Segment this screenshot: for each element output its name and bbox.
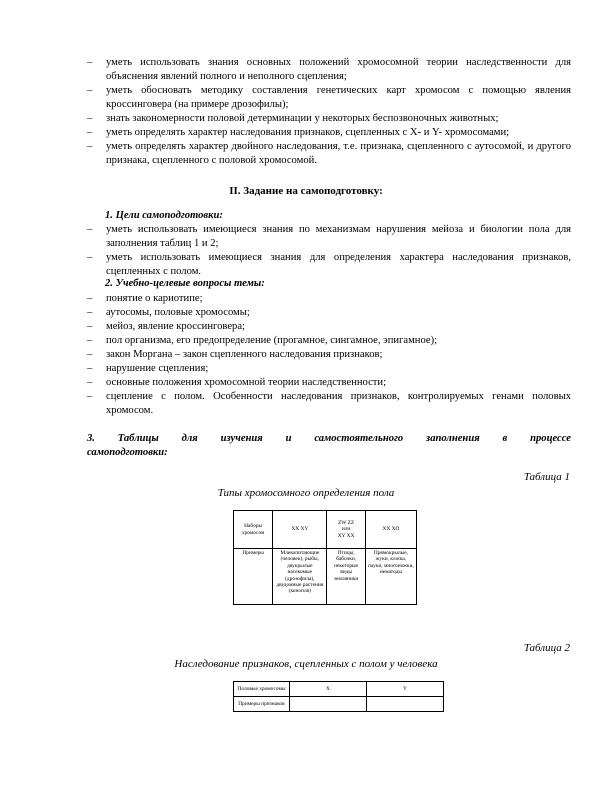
- table-row: [234, 511, 417, 549]
- subsection-title-line: самоподготовки:: [87, 446, 168, 458]
- list-item-text: основные положения хромосомной теории наследственности;: [106, 377, 387, 388]
- table-row: [234, 549, 417, 605]
- bullet-dash: –: [87, 377, 93, 388]
- chromosome-sex-table: [233, 510, 417, 605]
- list-item: [87, 84, 571, 111]
- list-item-text: мейоз, явление кроссинговера;: [106, 321, 245, 332]
- table-cell: Млекопитающие (человек), рыбы, двукрылые насекомые (дрозофила), двудомные растения (конопля): [273, 549, 327, 605]
- list-item: [87, 126, 571, 140]
- list-item-text: уметь использовать имеющиеся знания для определения характера наследования признаков, сцепленных с полом.: [106, 252, 571, 277]
- subsection-title-line: 3. Таблицы для изучения и самостоятельного заполнения в процессе: [87, 433, 571, 444]
- bullet-dash: –: [87, 252, 93, 263]
- list-item-text: нарушение сцепления;: [106, 363, 209, 374]
- table-label: Таблица 2: [523, 642, 570, 654]
- list-item-text: уметь использовать имеющиеся знания по механизмам нарушения мейоза и биологии пола для заполнения таблиц 1 и 2;: [106, 224, 571, 249]
- bullet-dash: –: [87, 363, 93, 374]
- list-item-text: уметь определять характер двойного наследования, т.е. признака, сцепленного с аутосомой, и другого признака, сцепленного с половой хромосомой.: [106, 141, 571, 166]
- table-cell: Наборы хромосом: [234, 511, 273, 549]
- list-item: [87, 362, 571, 376]
- table-cell: ZW ZZ или XY XX: [327, 511, 366, 549]
- table-label: Таблица 1: [523, 471, 570, 483]
- table-cell: [289, 697, 366, 712]
- list-item: [87, 292, 571, 306]
- subsection-title: 2. Учебно-целевые вопросы темы:: [105, 278, 265, 289]
- subsection-title: [87, 432, 571, 459]
- table-cell: [366, 697, 443, 712]
- bullet-dash: –: [87, 293, 93, 304]
- subsection-title: 1. Цели самоподготовки:: [105, 210, 223, 221]
- table-caption: Наследование признаков, сцепленных с полом у человека: [174, 658, 438, 670]
- list-item: [87, 390, 571, 417]
- list-item-text: уметь определять характер наследования признаков, сцепленных с X- и Y- хромосомами;: [106, 127, 510, 138]
- list-item: [87, 320, 571, 334]
- table-cell: X: [289, 682, 366, 697]
- list-item: [87, 334, 571, 348]
- table-cell: Примеры признаков: [234, 697, 290, 712]
- list-item: [87, 223, 571, 250]
- list-item: [87, 348, 571, 362]
- bullet-dash: –: [87, 127, 93, 138]
- list-item-text: закон Моргана – закон сцепленного наследования признаков;: [106, 349, 383, 360]
- table-cell: Y: [366, 682, 443, 697]
- bullet-dash: –: [87, 349, 93, 360]
- sex-linked-traits-table: [233, 681, 444, 712]
- list-item-text: понятие о кариотипе;: [106, 293, 203, 304]
- list-item-text: аутосомы, половые хромосомы;: [106, 307, 250, 318]
- list-item-text: сцепление с полом. Особенности наследования признаков, контролируемых генами половых хромосом.: [106, 391, 571, 416]
- list-item-text: знать закономерности половой детерминации у некоторых беспозвоночных животных;: [106, 113, 499, 124]
- list-item: [87, 306, 571, 320]
- bullet-dash: –: [87, 391, 93, 402]
- table-cell: XX XY: [273, 511, 327, 549]
- list-item: [87, 251, 571, 278]
- bullet-dash: –: [87, 113, 93, 124]
- bullet-dash: –: [87, 85, 93, 96]
- section-heading: II. Задание на самоподготовку:: [229, 185, 383, 197]
- table-cell: Прямокрылые, жуки, клопы, пауки, многоножки, нематоды: [365, 549, 416, 605]
- bullet-dash: –: [87, 307, 93, 318]
- table-cell: Примеры: [234, 549, 273, 605]
- table-row: [234, 682, 444, 697]
- bullet-dash: –: [87, 57, 93, 68]
- bullet-dash: –: [87, 321, 93, 332]
- list-item-text: пол организма, его предопределение (прогамное, сингамное, эпигамное);: [106, 335, 438, 346]
- bullet-dash: –: [87, 141, 93, 152]
- table-cell: XX XO: [365, 511, 416, 549]
- list-item: [87, 112, 571, 126]
- table-cell: Птицы, бабочки, некоторые виды земляники: [327, 549, 366, 605]
- list-item: [87, 376, 571, 390]
- list-item-text: уметь использовать знания основных положений хромосомной теории наследственности для объяснения явлений полного и неполного сцепления;: [106, 57, 571, 82]
- bullet-dash: –: [87, 335, 93, 346]
- list-item: [87, 56, 571, 83]
- table-caption: Типы хромосомного определения пола: [217, 487, 395, 499]
- list-item: [87, 140, 571, 167]
- bullet-dash: –: [87, 224, 93, 235]
- list-item-text: уметь обосновать методику составления генетических карт хромосом с помощью явления кроссинговера (на примере дрозофилы);: [106, 85, 571, 110]
- table-cell: Половые хромосомы: [234, 682, 290, 697]
- table-row: [234, 697, 444, 712]
